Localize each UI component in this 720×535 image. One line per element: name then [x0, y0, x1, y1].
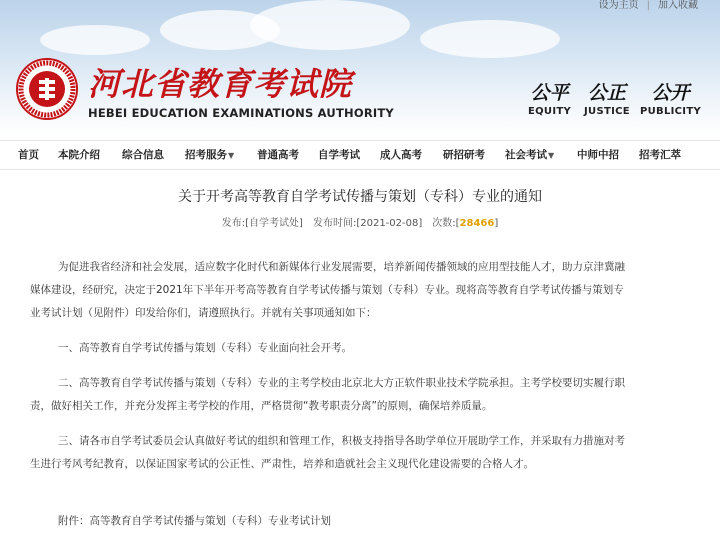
nav-item-label: 招考服务	[185, 149, 227, 161]
time-value: [2021-02-08]	[356, 218, 423, 229]
time-label: 发布时间:	[312, 218, 357, 229]
paragraph-line: 二、高等教育自学考试传播与策划（专科）专业的主考学校由北京北大方正软件职业技术学院承担。主考学校要切实履行职	[58, 377, 625, 389]
paragraph-line: 三、请各市自学考试委员会认真做好考试的组织和管理工作，积极支持指导各助学单位开展助学工作，并采取有力措施对考	[58, 435, 625, 447]
paragraph-line: 为促进我省经济和社会发展，适应数字化时代和新媒体行业发展需要，培养新闻传播领域的应用型技能人才，助力京津冀融	[58, 261, 625, 273]
nav-item-gaokao[interactable]: 普通高考	[257, 149, 299, 161]
nav-item-secondary[interactable]: 中师中招	[577, 149, 619, 161]
nav-item-adult-exam[interactable]: 成人高考	[380, 149, 422, 161]
nav-item-about[interactable]: 本院介绍	[58, 149, 100, 161]
count-bracket: ]	[494, 218, 499, 229]
paragraph-line: 媒体建设，经研究，决定于2021年下半年开考高等教育自学考试传播与策划（专科）专业。现将高等教育自学考试传播与策划专	[30, 284, 624, 296]
nav-item-services[interactable]	[185, 147, 234, 162]
dropdown-caret-icon: ▼	[548, 151, 555, 160]
slogan-equity	[528, 82, 571, 117]
paragraph-line: 一、高等教育自学考试传播与策划（专科）专业面向社会开考。	[58, 342, 352, 354]
site-subtitle: HEBEI EDUCATION EXAMINATIONS AUTHORITY	[88, 106, 394, 120]
publisher-label: 发布:	[221, 218, 246, 229]
add-favorite-link[interactable]: 加入收藏	[658, 0, 698, 11]
slogan-cn: 公开	[651, 82, 690, 104]
paragraph-line: 责，做好相关工作，并充分发挥主考学校的作用，严格贯彻“教考职责分离”的原则，确保培养质量。	[30, 400, 493, 412]
set-homepage-link[interactable]: 设为主页	[598, 0, 639, 11]
article-title: 关于开考高等教育自学考试传播与策划（专科）专业的通知	[178, 189, 542, 205]
nav-item-label: 社会考试	[505, 149, 547, 161]
link-separator: |	[646, 0, 650, 11]
seal-logo-icon[interactable]	[16, 58, 78, 120]
site-title[interactable]: 河北省教育考试院	[88, 65, 353, 103]
cloud-decoration	[40, 25, 150, 55]
slogan-en: EQUITY	[528, 106, 572, 117]
dropdown-caret-icon: ▼	[228, 151, 235, 160]
slogan-en: PUBLICITY	[640, 106, 701, 117]
publisher-value: [自学考试处]	[245, 218, 303, 229]
cloud-decoration	[250, 0, 410, 50]
top-links	[591, 0, 698, 11]
slogan-cn: 公平	[530, 82, 569, 104]
count-label: 次数:	[432, 218, 456, 229]
nav-item-self-exam[interactable]: 自学考试	[318, 149, 360, 161]
slogan-publicity	[640, 82, 701, 117]
nav-item-postgrad[interactable]: 研招研考	[443, 149, 485, 161]
nav-item-social-exam[interactable]	[505, 147, 554, 162]
paragraph-line: 业考试计划（见附件）印发给你们，请遵照执行。并就有关事项通知如下：	[30, 307, 377, 319]
nav-item-collection[interactable]: 招考汇萃	[639, 149, 681, 161]
header-banner	[0, 0, 720, 135]
slogan-justice	[584, 82, 630, 117]
count-bracket: [	[455, 218, 460, 229]
main-nav	[0, 140, 720, 170]
view-count: 28466	[459, 218, 495, 229]
slogan-cn: 公正	[587, 82, 626, 104]
nav-item-news[interactable]: 综合信息	[122, 149, 164, 161]
cloud-decoration	[420, 20, 560, 58]
slogan-en: JUSTICE	[584, 106, 630, 117]
article-meta	[0, 214, 720, 229]
paragraph-line: 生进行考风考纪教育，以保证国家考试的公正性、严肃性，培养和造就社会主义现代化建设需要的合格人才。	[30, 458, 534, 470]
attachment-link[interactable]: 附件：高等教育自学考试传播与策划（专科）专业考试计划	[58, 515, 331, 527]
nav-item-home[interactable]: 首页	[18, 149, 39, 161]
